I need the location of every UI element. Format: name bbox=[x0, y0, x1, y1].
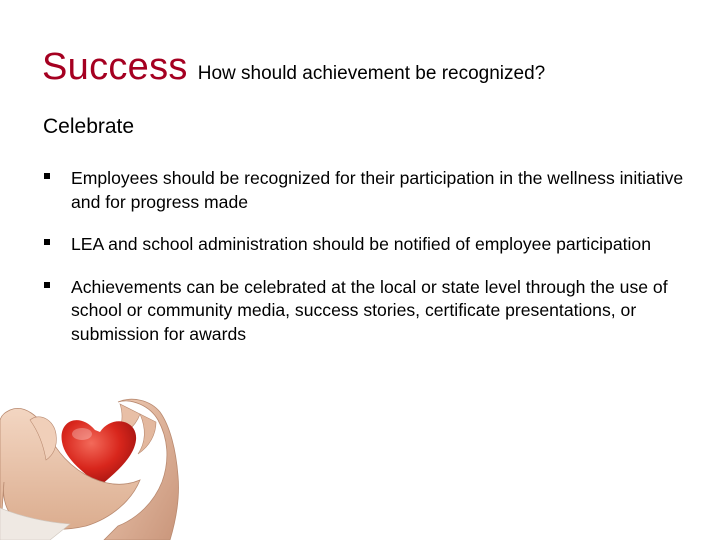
bullet-item bbox=[44, 167, 704, 214]
square-bullet-icon bbox=[44, 282, 50, 288]
bullet-text: LEA and school administration should be notified of employee participation bbox=[71, 234, 651, 254]
slide-title: Success bbox=[42, 46, 188, 88]
square-bullet-icon bbox=[44, 239, 50, 245]
section-heading: Celebrate bbox=[43, 115, 135, 138]
hands-holding-heart-icon bbox=[0, 390, 190, 540]
square-bullet-icon bbox=[44, 173, 50, 179]
slide-subtitle: How should achievement be recognized? bbox=[197, 63, 546, 84]
title-row bbox=[42, 46, 545, 89]
heart-highlight bbox=[72, 428, 92, 440]
bullet-text: Achievements can be celebrated at the local or state level through the use of school or community media, success stories, certificate presentations, or submission for awards bbox=[71, 276, 668, 344]
bullet-list bbox=[44, 167, 704, 365]
bullet-item bbox=[44, 233, 704, 257]
finger-shape bbox=[138, 414, 156, 454]
bullet-item bbox=[44, 276, 704, 347]
bullet-text: Employees should be recognized for their participation in the wellness initiative and for progress made bbox=[71, 168, 684, 212]
